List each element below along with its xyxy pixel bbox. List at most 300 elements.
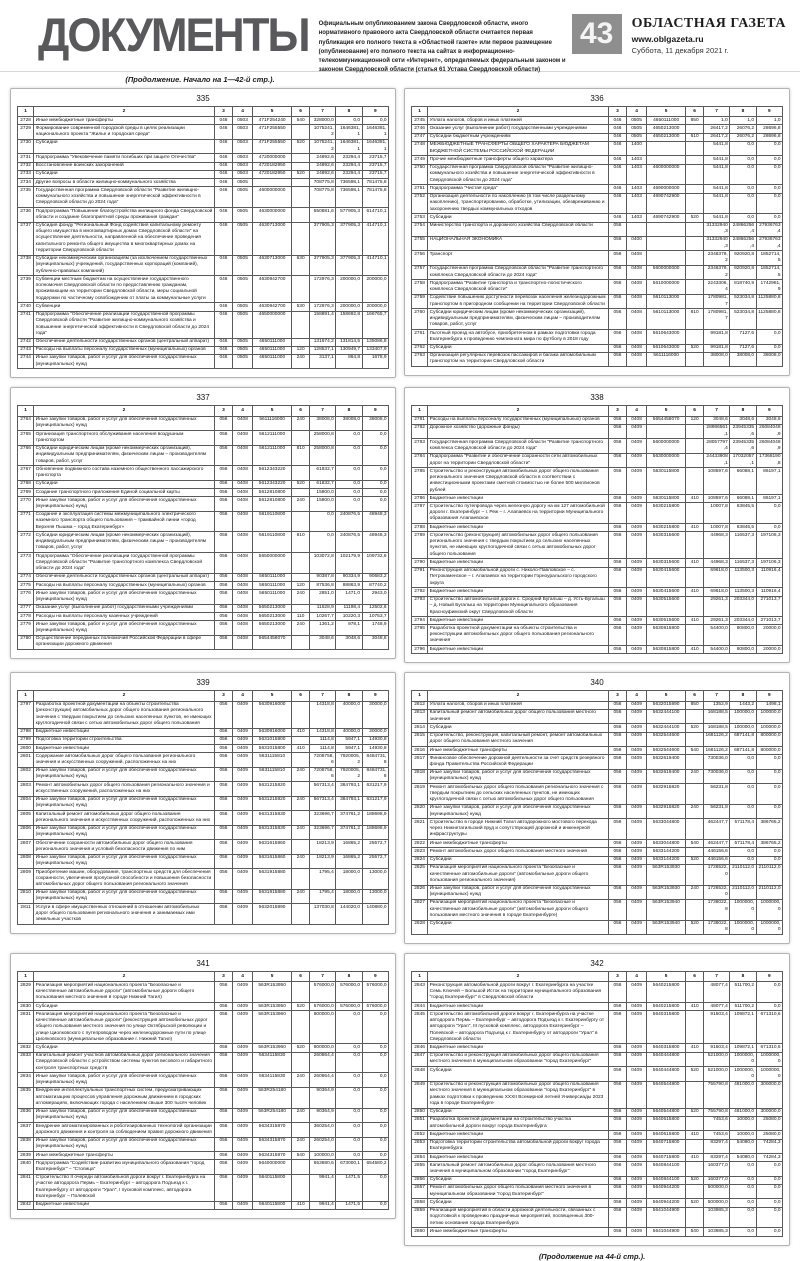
target-article-code: 5631015800 [252,745,291,753]
column-header: 1 [412,107,428,117]
amount-year3: 631217,9 [362,782,388,796]
table-row [412,164,783,185]
row-number: 2820 [412,804,428,818]
target-article-code [646,251,685,265]
column-header: 3 [214,972,232,982]
table-row [18,354,389,368]
expense-type-code: 120 [292,582,310,590]
expense-type-code [686,352,704,366]
expense-type-code [686,755,704,769]
grbs-code: 046 [608,164,626,185]
expense-type-code: 240 [686,804,704,818]
expense-type-code [686,1162,704,1176]
target-article-code: 5650213000 [252,604,291,612]
target-article-code: 4650000000 [252,311,291,338]
target-article-code: 5631215820 [252,796,291,810]
column-header: 8 [336,107,362,117]
target-article-code: 5630115800 [646,468,685,495]
amount-year3: 0,0 [362,480,388,488]
expense-type-code [686,193,704,214]
column-header: 6 [686,107,704,117]
table-row [18,982,389,1003]
expense-type-code [292,811,310,825]
amount-year2: 1471,0 [336,590,362,604]
target-article-code: 4650213000 [646,133,685,141]
amount-year2: 203344,0 [730,617,756,625]
grbs-code: 046 [608,193,626,214]
item-name: Государственная программа Свердловской области "Развитие жилищно-коммунального хозяйства и повышение энергетической эффективности в Свердловской области до 2024 года" [428,164,609,185]
section-code: 0408 [627,265,647,279]
amount-year2: 3048,6 [730,416,756,424]
expense-type-code: 410 [686,617,704,625]
amount-year3: 0,0 [362,489,388,497]
target-article-code [646,222,685,236]
amount-year3: 2110112,0 [756,864,782,885]
item-name: Субсидии юридическим лицам (кроме некоммерческих организаций), индивидуальным предпринимателям, физическим лицам – производителям товаров, работ, услуг [34,532,215,553]
row-number: 2860 [412,1228,428,1236]
amount-year3: 25572,7 [362,840,388,854]
table-number: 342 [590,959,604,969]
table-row [412,755,783,769]
target-article-code: 5633044800 [646,840,685,848]
target-article-code: 5611116000 [646,352,685,366]
expense-type-code: 520 [686,1108,704,1116]
amount-year3: 0,0 [756,214,782,222]
amount-year2: 23294,4 [336,154,362,162]
amount-year1: 90364,9 [309,1087,335,1108]
section-code: 0409 [627,1154,647,1162]
amount-year2: 687141,8 [730,747,756,755]
section-code: 0503 [233,154,253,162]
masthead [0,0,800,72]
table-row [18,1152,389,1160]
section-code: 0408 [233,480,253,488]
column-header: 5 [646,107,685,117]
section-code: 0505 [233,303,253,311]
amount-year2: 116537,3 [730,559,756,567]
row-number: 2797 [18,701,34,728]
item-name: Иные закупки товаров, работ и услуг для обеспечения государственных (муниципальных) нужд [428,885,609,899]
amount-year2: 7920005,2 [336,767,362,781]
amount-year1: 500000,0 [703,1199,729,1207]
target-article-code: 4720182950 [252,170,291,178]
column-header: 7 [309,107,335,117]
row-number: 2764 [18,416,34,430]
amount-year3: 197106,3 [756,532,782,559]
amount-year1: 11628,9 [309,604,335,612]
item-name: Иные закупки товаров, работ и услуг для обеспечения государственных (муниципальных) нужд [428,804,609,818]
expense-type-code [686,125,704,133]
column-header: 7 [703,107,729,117]
target-article-code: 5650111000 [252,590,291,604]
item-name: Бюджетные инвестиции [34,1201,215,1209]
grbs-code: 056 [214,416,232,430]
target-article-code: 5632544600 [646,747,685,755]
grbs-code: 056 [214,445,232,466]
table-row [18,553,389,574]
target-article-code: 563R153930 [646,864,685,885]
amount-year1: 1738022,8 [703,920,729,934]
amount-year1: 1780981,7 [703,294,729,308]
table-row [412,1116,783,1130]
amount-year2: 11198,4 [336,604,362,612]
amount-year1: 323696,7 [309,825,335,839]
amount-year3: 0,0 [756,1162,782,1176]
row-number: 2739 [18,276,34,303]
amount-year3: 0,0 [362,1123,388,1137]
grbs-code: 056 [608,524,626,532]
section-code: 0409 [627,1131,647,1139]
expense-type-code [292,511,310,532]
item-name: Иные закупки товаров, работ и услуг для обеспечения государственных (муниципальных) нужд [34,590,215,604]
table-row [18,1123,389,1137]
amount-year2: 0,0 [730,1162,756,1176]
column-header: 6 [292,972,310,982]
target-article-code: 563R153950 [252,1003,291,1011]
amount-year3: 74284,3 [756,1139,782,1153]
expense-type-code: 410 [686,1044,704,1052]
target-article-code: 5631115810 [252,767,291,781]
page-number-badge: 43 [572,14,622,54]
row-number: 2790 [412,559,428,567]
amount-year2: 0,0 [730,1184,756,1198]
column-header: 6 [292,691,310,701]
amount-year3: 800000,0 [756,732,782,746]
row-number: 2786 [412,495,428,503]
amount-year3: 386765,2 [756,840,782,848]
amount-year2: 1000000,0 [730,899,756,920]
section-code: 0409 [627,596,647,617]
item-name: Иные закупки товаров, работ и услуг для обеспечения государственных (муниципальных) нужд [34,825,215,839]
grbs-code: 056 [214,431,232,445]
amount-year3: 1,0 [756,117,782,125]
table-header-row [412,406,783,416]
amount-year3: 2943,0 [362,590,388,604]
expense-type-code [686,185,704,193]
table-row [412,156,783,164]
amount-year1: 258000,8 [309,431,335,445]
item-name: Иные закупки товаров, работ и услуг для обеспечения государственных (муниципальных) нужд [34,796,215,810]
section-code: 0505 [233,311,253,338]
amount-year3: 110916,4 [756,567,782,588]
table-row [18,573,389,581]
item-name: Подпрограмма "Содействие развитию муниципального образования "город Екатеринбург" – "Столица" [34,1160,215,1174]
section-code: 0409 [627,567,647,588]
row-number: 2771 [18,511,34,532]
amount-year1: 10007,8 [703,524,729,532]
grbs-code: 056 [608,344,626,352]
amount-year1: 54400,0 [703,646,729,654]
grbs-code: 056 [608,559,626,567]
amount-year3: 8484731,8 [362,767,388,781]
column-header: 7 [309,972,335,982]
expense-type-code [292,701,310,728]
row-number: 2833 [18,1052,34,1073]
grbs-code: 046 [214,311,232,338]
section-code: 0505 [233,255,253,276]
table-row [412,330,783,344]
amount-year2: 1443,2 [730,701,756,709]
column-header: 9 [362,107,388,117]
table-row [18,613,389,621]
grbs-code: 056 [608,532,626,559]
column-header: 9 [362,972,388,982]
item-name: Реализация мероприятий национального проекта "Безопасные и качественные автомобильные дороги" (автомобильные дороги общего пользования регионального значения) [428,864,609,885]
grbs-code: 056 [608,769,626,783]
amount-year2: 377905,3 [336,255,362,276]
item-name: Субсидии [428,1067,609,1081]
column-header: 9 [756,972,782,982]
item-name: Иные закупки товаров, работ и услуг для обеспечения государственных (муниципальных) нужд [428,769,609,783]
grbs-code: 056 [214,796,232,810]
section-code: 0409 [233,1201,253,1209]
amount-year2: 0,0 [730,156,756,164]
table-row [412,453,783,467]
grbs-code: 056 [608,1199,626,1207]
amount-year1: 5441,8 [703,185,729,193]
expense-type-code [292,1011,310,1044]
table-row [412,1139,783,1153]
grbs-code: 056 [608,784,626,805]
target-article-code: 5611116000 [252,416,291,430]
target-article-code: 5640844100 [646,1162,685,1176]
item-name: Субсидии юридическим лицам (кроме некоммерческих организаций), индивидуальным предпринимателям, физическим лицам – производителям товаров, работ, услуг [428,309,609,330]
expense-type-code [292,573,310,581]
column-header: 3 [214,691,232,701]
target-article-code [646,141,685,155]
amount-year1: 708775,8 [309,187,335,208]
target-article-code: 5641044900 [646,1207,685,1228]
amount-year1: 91503,4 [703,1011,729,1044]
amount-year3: 0,0 [362,1044,388,1052]
section-code: 0409 [627,559,647,567]
amount-year1: 90364,9 [309,1108,335,1122]
grbs-code: 056 [608,294,626,308]
amount-year3: 28696,8 [756,133,782,141]
amount-year1: 3048,6 [309,635,335,649]
section-code: 0409 [627,1199,647,1207]
grbs-code: 046 [608,133,626,141]
row-number: 2773 [18,553,34,574]
amount-year1: 730036,0 [703,755,729,769]
amount-year1: 103985,3 [703,1207,729,1228]
table-row [412,185,783,193]
amount-year2: 116537,3 [730,532,756,559]
target-article-code: 4600000000 [252,187,291,208]
expense-type-code: 520 [292,170,310,178]
expense-type-code [292,154,310,162]
item-name: Иные закупки товаров, работ и услуг для обеспечения государственных (муниципальных) нужд [34,1108,215,1122]
amount-year2: 100000,0 [730,709,756,723]
expense-type-code: 530 [292,303,310,311]
amount-year1: 800000,0 [309,1044,335,1052]
newspaper-info [632,14,786,55]
target-article-code: 5640944200 [646,1199,685,1207]
row-number: 2845 [412,1011,428,1044]
amount-year3: 1678,9 [362,354,388,368]
column-header: 5 [646,406,685,416]
row-number: 2787 [412,503,428,524]
amount-year1: 5441,8 [703,156,729,164]
amount-year1: 1795,4 [309,869,335,890]
table-row [18,511,389,532]
amount-year2: 920920,8 [730,251,756,265]
amount-year3: 0,0 [362,497,388,511]
item-name: Министерство транспорта и дорожного хозяйства Свердловской области [428,222,609,236]
target-article-code [646,236,685,250]
table-row [18,728,389,736]
row-number: 2848 [412,1067,428,1081]
item-name: Подпрограмма "Развитие транспорта и транспортно-логистического комплекса Свердловской области" [428,280,609,294]
section-code: 0505 [627,117,647,125]
item-name: Разработка проектной документации на строительство участка автомобильной дороги вокруг города Екатеринбурга [428,1116,609,1130]
amount-year3: 0,0 [756,330,782,344]
amount-year2: 113500,3 [730,567,756,588]
section-code: 0409 [627,1116,647,1130]
table-row [18,635,389,649]
table-row [18,1137,389,1151]
column-header: 4 [627,691,647,701]
grbs-code: 056 [214,840,232,854]
expense-type-code: 520 [686,724,704,732]
column-header: 2 [34,406,215,416]
grbs-code: 046 [214,117,232,125]
target-article-code: 5640544800 [646,1081,685,1108]
expense-type-code [292,736,310,744]
item-name: Содержание автомобильных дорог общего пользования регионального значения и искусственных сооружений, расположенных на них [34,753,215,767]
section-code: 0408 [233,489,253,497]
amount-year3: 188698,9 [362,811,388,825]
amount-year2: 130949,7 [336,346,362,354]
section-code: 1403 [627,214,647,222]
item-name: Подпрограмма "Чистая среда" [428,185,609,193]
amount-year3: 0,0 [756,1207,782,1228]
section-code: 0409 [627,885,647,899]
grbs-code: 056 [608,1207,626,1228]
item-name: Приобретение машин, оборудования, транспортных средств для обеспечения сохранности, увеличения пропускной способности и повышения безопасности автомобильных дорог общего пользования регионального значения [34,869,215,890]
table-row [412,1108,783,1116]
row-number: 2757 [412,265,428,279]
grbs-code: 056 [608,1044,626,1052]
target-article-code: 471F255550 [252,125,291,139]
item-name: Субсидии [34,1003,215,1011]
amount-year3: 0,0 [362,1052,388,1073]
target-article-code: 5640115800 [252,1201,291,1209]
table-row [412,117,783,125]
grbs-code: 056 [608,1131,626,1139]
section-code: 0505 [233,187,253,208]
table-row [18,431,389,445]
table-row [412,503,783,524]
expense-type-code [686,819,704,840]
amount-year3: 100000,0 [756,724,782,732]
amount-year1: 1361,2 [309,621,335,635]
section-code: 0409 [627,1139,647,1153]
section-code: 0409 [233,1123,253,1137]
amount-year2: 2110112,0 [730,885,756,899]
item-name: Внедрение автоматизированных и роботизированных технологий организации дорожного движения и контроля за соблюдением правил дорожного движения [34,1123,215,1137]
amount-year1: 137030,8 [309,904,335,925]
item-name: Разработка проектной документации на объекты строительства (реконструкции) автомобильных дорог общего пользования регионального значения с твердым покрытием до сельских населенных пунктов, не имеющих круглогодичной связи с сетью автомобильных дорог общего пользования [34,701,215,728]
section-code: 1403 [627,164,647,185]
amount-year3: 1646381,1 [362,139,388,153]
grbs-code: 056 [214,511,232,532]
item-name: Иные закупки товаров, работ и услуг для обеспечения государственных (муниципальных) нужд [34,1137,215,1151]
column-header: 5 [252,406,291,416]
amount-year1: 31332940,3 [703,236,729,250]
amount-year1: 90387,8 [309,573,335,581]
grbs-code: 056 [608,280,626,294]
amount-year1: 7453,6 [703,1131,729,1139]
expense-type-code: 240 [292,1108,310,1122]
table-row [412,819,783,840]
table-row [412,769,783,783]
target-article-code: 563R254180 [252,1087,291,1108]
table-header-row [412,691,783,701]
grbs-code: 056 [214,1087,232,1108]
amount-year2: 864,8 [336,354,362,368]
amount-year3: 13000,0 [362,889,388,903]
table-row [18,416,389,430]
table-number: 339 [196,678,210,688]
grbs-code: 056 [608,1154,626,1162]
target-article-code: 5612343220 [252,466,291,480]
expense-type-code: 540 [686,1228,704,1236]
budget-table-block-339 [10,672,396,934]
grbs-code: 056 [214,582,232,590]
budget-table-block-341 [10,953,396,1219]
item-name: Внедрение интеллектуальных транспортных систем, предусматривающих автоматизацию процессов управления дорожным движением в городских агломерациях, включающих города с населением свыше 300 тысяч человек [34,1087,215,1108]
section-code: 0409 [627,439,647,453]
section-code: 0409 [627,1052,647,1066]
table-row [18,736,389,744]
column-header: 5 [252,972,291,982]
amount-year1: 69618,0 [703,567,729,588]
section-code: 0409 [627,532,647,559]
amount-year1: 87536,8 [309,582,335,590]
amount-year1: 108597,6 [703,468,729,495]
table-row [412,840,783,848]
row-number: 2762 [412,344,428,352]
amount-year2: 374761,2 [336,811,362,825]
amount-year3: 1000000,0 [756,1052,782,1066]
item-name: Строительство путепровода через железную дорогу на км 127 автомобильной дороги г. Екатеринбург – г. Реж – г. Алапаевск на территории Муниципального образования Алапаевское [428,503,609,524]
amount-year3: 197106,3 [756,559,782,567]
amount-year2: 576000,0 [336,982,362,1003]
item-name: Иные межбюджетные трансферты [34,117,215,125]
amount-year3: 0,0 [362,1152,388,1160]
amount-year3: 1125880,8 [756,294,782,308]
item-name: Государственная программа Свердловской области "Развитие жилищно-коммунального хозяйства и повышение энергетической эффективности в Свердловской области до 2024 года" [34,187,215,208]
section-code: 0409 [627,769,647,783]
grbs-code: 056 [214,553,232,574]
amount-year3: 386765,2 [756,819,782,840]
amount-year1: 500000,0 [703,1184,729,1198]
section-code: 0409 [627,732,647,746]
amount-year3: 1852714,5 [756,265,782,279]
item-name: Услуги в сфере имущественных отношений в отношении автомобильных дорог общего пользования регионального значения и занимаемых ими земельных участков [34,904,215,925]
amount-year3: 300000,0 [756,1108,782,1116]
row-number: 2755 [412,236,428,250]
target-article-code: 5631615860 [252,854,291,868]
section-code: 0409 [233,854,253,868]
target-article-code: 5631215820 [252,782,291,796]
masthead-right [572,14,786,55]
item-name: Бюджетные инвестиции [428,495,609,503]
amount-year1: 15800,0 [309,497,335,511]
table-row [18,767,389,781]
table-row [412,784,783,805]
